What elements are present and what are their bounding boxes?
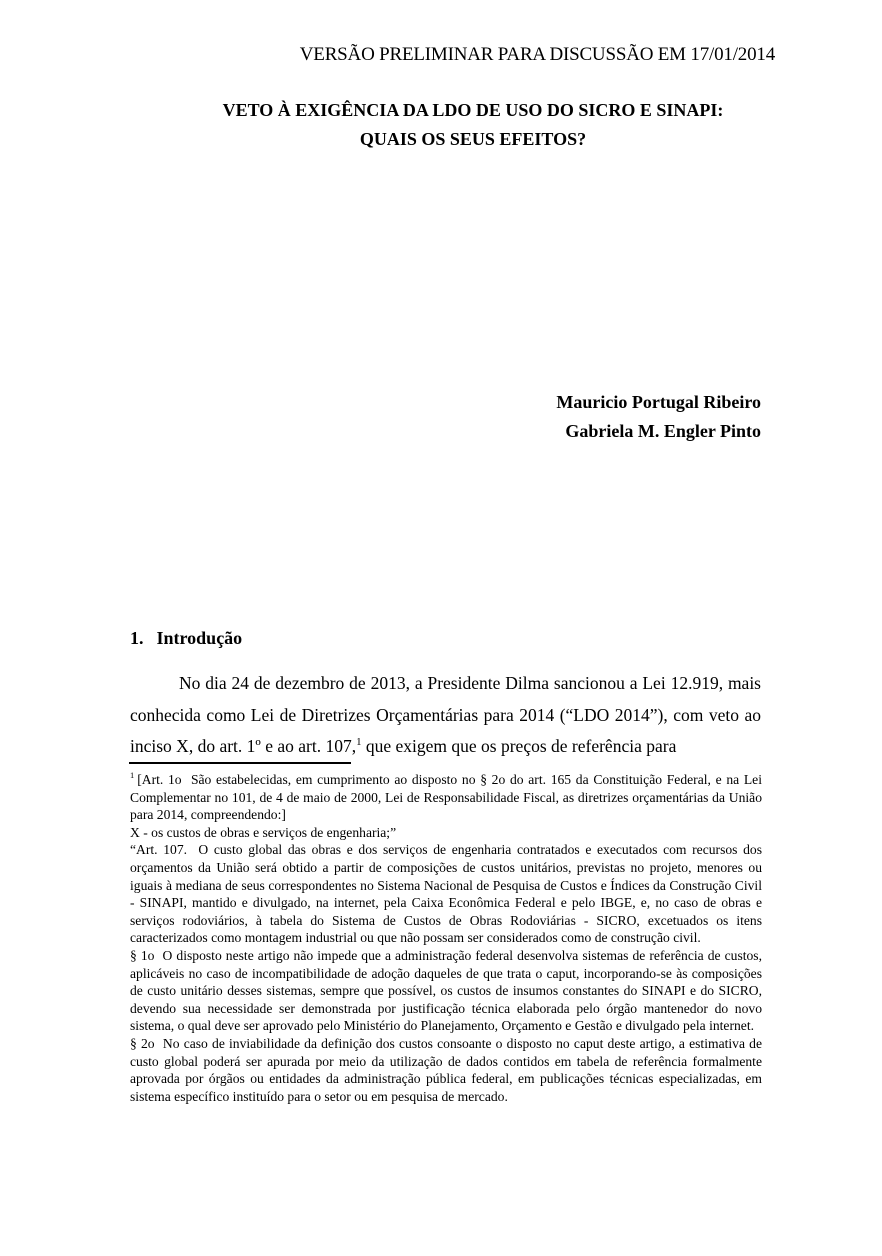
footnote-paragraph-2: X - os custos de obras e serviços de engenharia;”: [130, 824, 397, 840]
footnote-paragraph-1-text: [Art. 1o São estabelecidas, em cumprimento ao disposto no § 2o do art. 165 da Constituição Federal, e na Lei Complementar no 101, de 4 de maio de 2000, Lei de Responsabilidade Fiscal, as diretrizes orçamentárias da União para 2014, compreendendo:]: [130, 772, 762, 823]
intro-paragraph-text: No dia 24 de dezembro de 2013, a Presidente Dilma sancionou a Lei 12.919, mais conhecida como Lei de Diretrizes Orçamentárias para 2014 (“LDO 2014”), com veto ao inciso X, do art. 1º e ao art. 107,: [130, 673, 761, 756]
authors-block: [556, 388, 761, 446]
footnote-separator: [129, 762, 351, 764]
footnote-reference-1: 1: [356, 736, 362, 749]
document-title-line-1: VETO À EXIGÊNCIA DA LDO DE USO DO SICRO E SINAPI:: [222, 100, 724, 120]
intro-paragraph-text-continued: que exigem que os preços de referência para: [361, 736, 677, 756]
section-title: Introdução: [156, 628, 243, 648]
section-heading-introduction: [130, 628, 242, 649]
intro-paragraph: [130, 668, 761, 763]
section-number: 1.: [130, 628, 144, 648]
document-title: [64, 96, 882, 154]
document-title-line-2: QUAIS OS SEUS EFEITOS?: [359, 129, 587, 149]
footnote-paragraph-3: “Art. 107. O custo global das obras e dos serviços de engenharia contratados e executados com recursos dos orçamentos da União será obtido a partir de composições de custos unitários, previstas no projeto, menores ou iguais à mediana de seus correspondentes no Sistema Nacional de Pesquisa de Custos e Índices da Construção Civil - SINAPI, mantido e divulgado, na internet, pela Caixa Econômica Federal e pelo IBGE, e, no caso de obras e serviços rodoviários, à tabela do Sistema de Custos de Obras Rodoviárias - SICRO, excetuados os itens caracterizados como montagem industrial ou que não possam ser considerados como de construção civil.: [130, 842, 762, 946]
author-name-2: Gabriela M. Engler Pinto: [565, 421, 761, 441]
footnote-paragraph-4: § 1o O disposto neste artigo não impede que a administração federal desenvolva sistemas de referência de custos, aplicáveis no caso de incompatibilidade de adoção daqueles de que trata o caput, incorporando-se às composições de custo unitário desses sistemas, sempre que possível, os custos de insumos constantes do SINAPI e do SICRO, devendo sua necessidade ser demonstrada por justificação técnica elaborada pelo órgão mantenedor do novo sistema, o qual deve ser aprovado pelo Ministério do Planejamento, Orçamento e Gestão e divulgado pela internet.: [130, 947, 762, 1034]
footnote-paragraph-5: § 2o No caso de inviabilidade da definição dos custos consoante o disposto no caput deste artigo, a estimativa de custo global poderá ser apurada por meio da utilização de dados contidos em tabela de referência formalmente aprovada por órgãos ou entidades da administração pública federal, em publicações técnicas especializadas, em sistema específico instituído para o setor ou em pesquisa de mercado.: [130, 1035, 762, 1104]
author-name-1: Mauricio Portugal Ribeiro: [556, 392, 761, 412]
footnote-paragraph-1: [130, 771, 762, 824]
draft-version-header: VERSÃO PRELIMINAR PARA DISCUSSÃO EM 17/01/2014: [299, 44, 775, 65]
footnote-marker-1: 1: [130, 770, 135, 781]
footnote-block: [130, 771, 762, 1105]
